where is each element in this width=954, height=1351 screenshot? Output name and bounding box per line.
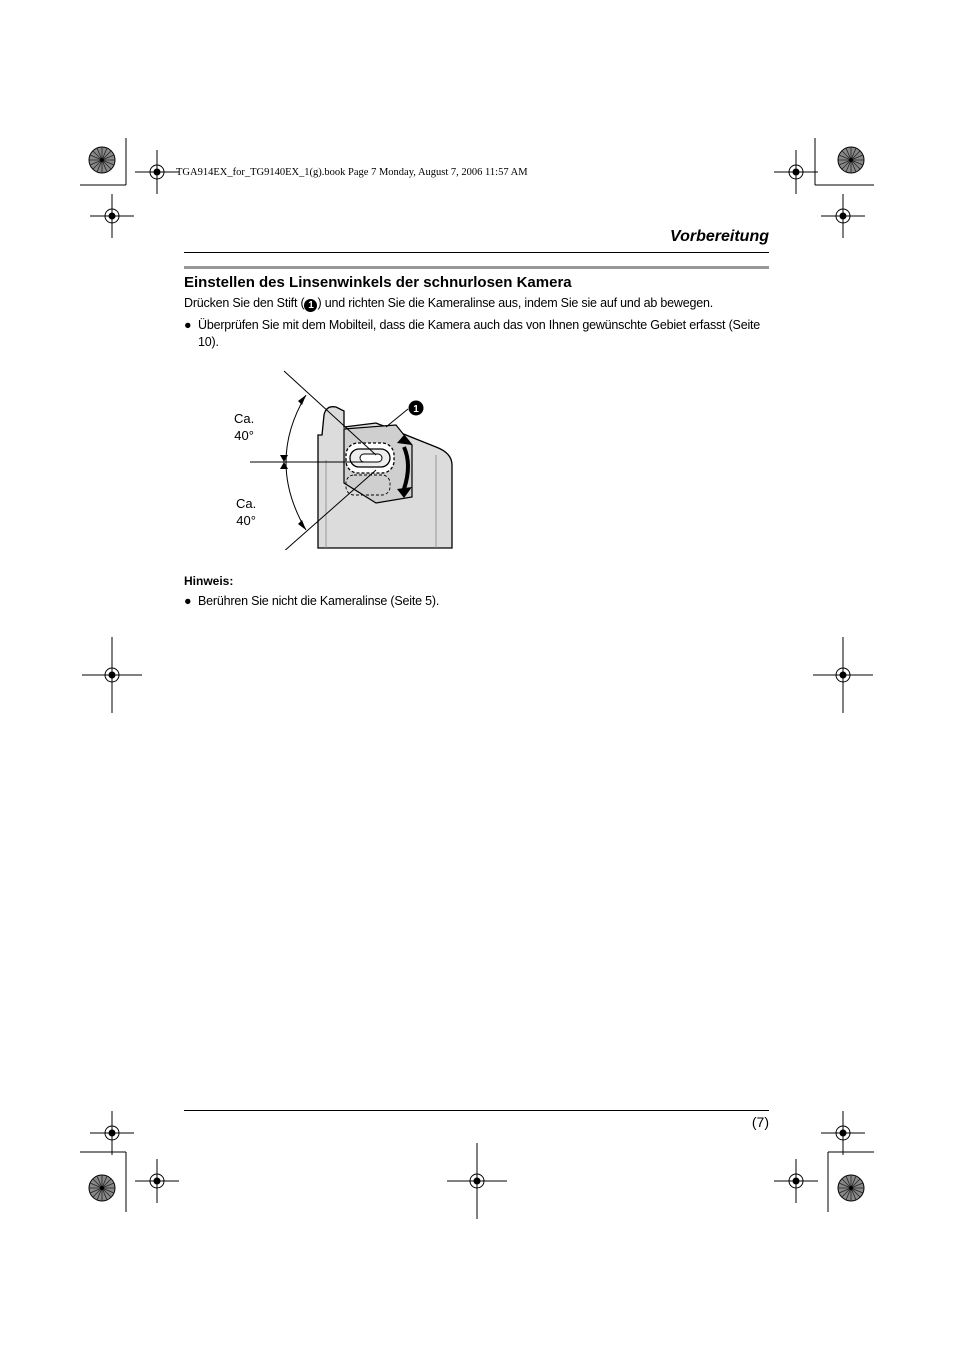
note-bullet-dot-icon: ● <box>184 594 192 608</box>
bullet-text: Überprüfen Sie mit dem Mobilteil, dass die Kamera auch das von Ihnen gewünschte Gebiet erfasst (Seite 10). <box>198 318 761 349</box>
camera-angle-illustration <box>226 365 471 550</box>
header-rule <box>184 252 769 253</box>
print-slug-line: TGA914EX_for_TG9140EX_1(g).book Page 7 Monday, August 7, 2006 11:57 AM <box>176 167 528 178</box>
lower-angle-label <box>236 495 256 529</box>
note-bullet-item <box>184 593 684 610</box>
camera-drawing <box>226 365 471 550</box>
upper-angle-ca: Ca. <box>234 411 255 426</box>
page-heading: Einstellen des Linsenwinkels der schnurlosen Kamera <box>184 274 572 291</box>
note-label: Hinweis: <box>184 574 234 588</box>
heading-rule <box>184 266 769 269</box>
footer-rule <box>184 1110 769 1111</box>
upper-angle-label <box>234 410 254 444</box>
note-bullet-text: Berühren Sie nicht die Kameralinse (Seite 5). <box>198 594 440 608</box>
section-title: Vorbereitung <box>670 228 769 245</box>
callout-number: 1 <box>413 404 419 415</box>
intro-paragraph <box>184 296 713 312</box>
intro-text-start: Drücken Sie den Stift ( <box>184 296 305 310</box>
bullet-item <box>184 317 774 351</box>
marker-1-icon: 1 <box>304 299 317 312</box>
bullet-dot-icon: ● <box>184 318 192 332</box>
page-number: (7) <box>751 1114 769 1130</box>
lower-angle-ca: Ca. <box>236 496 257 511</box>
intro-text-end: ) und richten Sie die Kameralinse aus, indem Sie sie auf und ab bewegen. <box>317 296 714 310</box>
lower-angle-degrees: 40° <box>236 513 256 528</box>
upper-angle-degrees: 40° <box>234 428 254 443</box>
